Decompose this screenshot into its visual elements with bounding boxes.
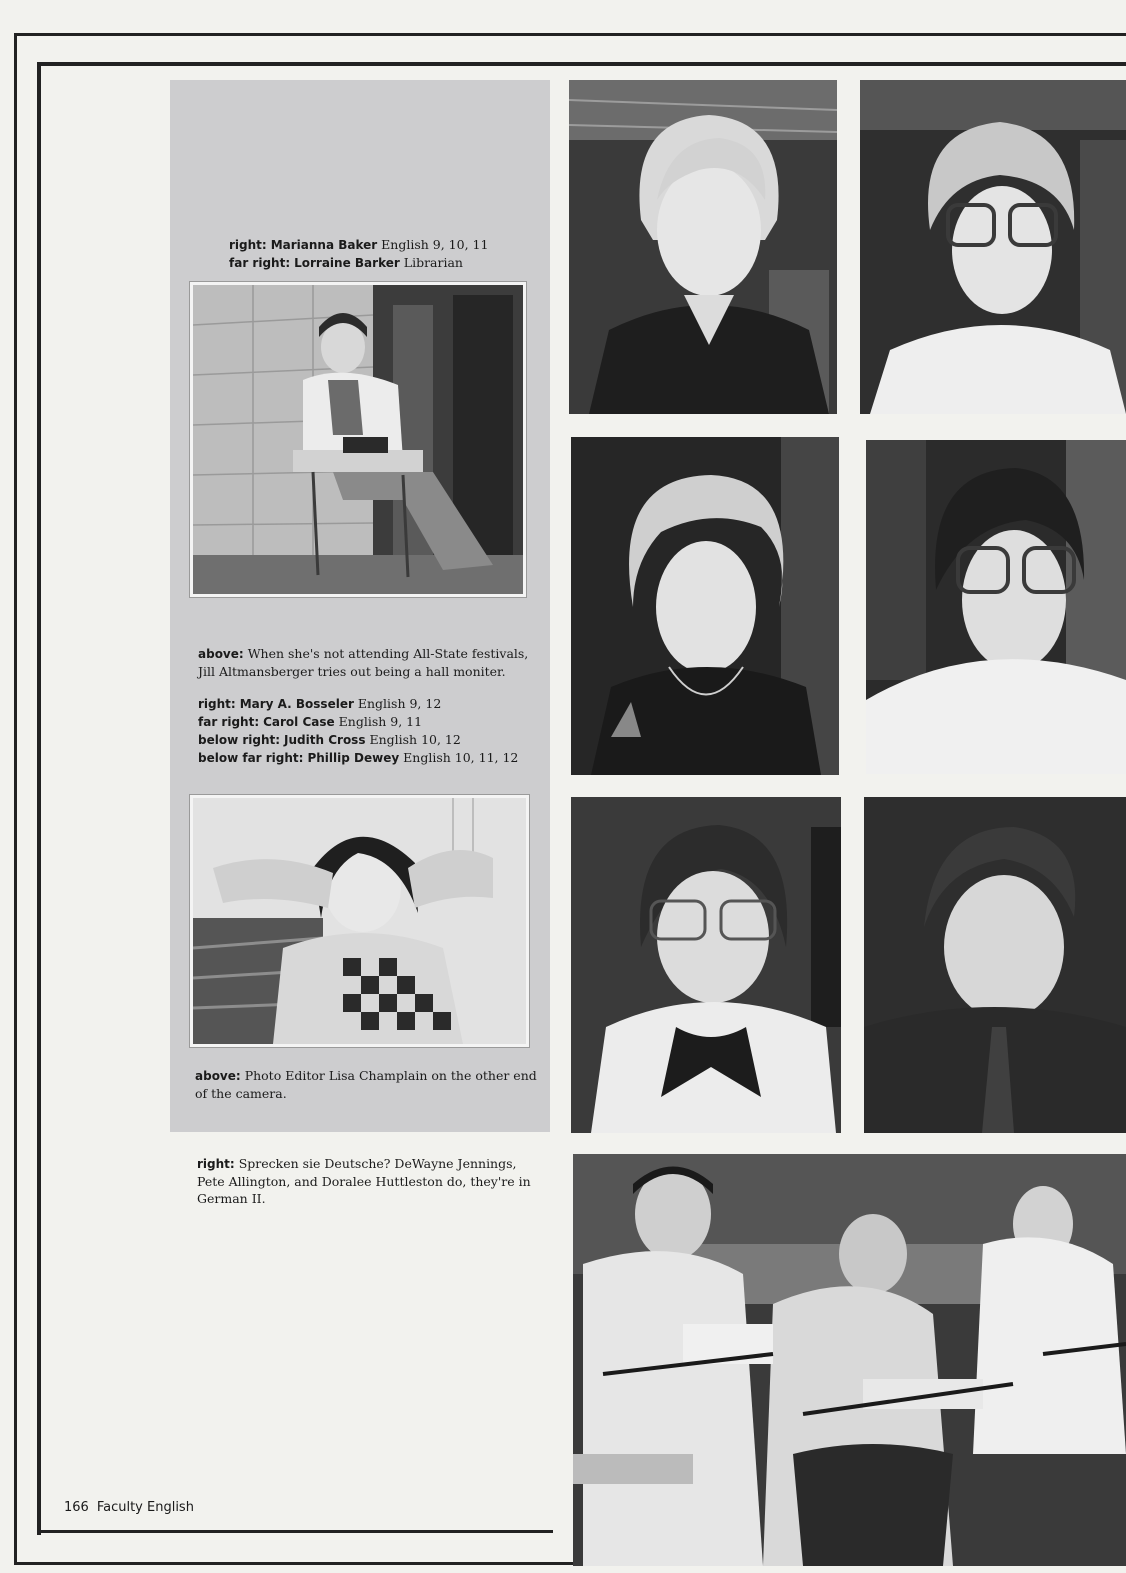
photo-portrait-barker xyxy=(860,80,1126,414)
caption-line-baker: right: Marianna Baker English 9, 10, 11 xyxy=(229,237,489,252)
photo-portrait-case xyxy=(866,440,1126,774)
section-title: Faculty English xyxy=(96,1500,194,1515)
photo-portrait-dewey xyxy=(864,797,1126,1133)
photo-german-class xyxy=(573,1154,1126,1566)
photo-hall-monitor xyxy=(190,282,526,597)
caption-photo-editor: above: Photo Editor Lisa Champlain on the other end of the camera. xyxy=(195,1068,537,1101)
caption-middle xyxy=(198,695,518,767)
photo-portrait-bosseler xyxy=(571,437,839,775)
caption-line-case: far right: Carol Case English 9, 11 xyxy=(198,714,423,729)
caption-line-bosseler: right: Mary A. Bosseler English 9, 12 xyxy=(198,696,442,711)
page-folio xyxy=(64,1500,194,1515)
page-number: 166 xyxy=(64,1500,89,1515)
caption-hall-monitor: above: When she's not attending All-State festivals, Jill Altmansberger tries out being a hall moniter. xyxy=(198,646,529,679)
photo-portrait-cross xyxy=(571,797,841,1133)
caption-line-barker: far right: Lorraine Barker Librarian xyxy=(229,255,463,270)
caption-top xyxy=(229,236,488,272)
caption-line-cross: below right: Judith Cross English 10, 12 xyxy=(198,732,461,747)
caption-line-dewey: below far right: Phillip Dewey English 10, 11, 12 xyxy=(198,750,519,765)
bottom-rule xyxy=(37,1530,553,1533)
caption-german-class: right: Sprecken sie Deutsche? DeWayne Jennings, Pete Allington, and Doralee Huttleston do, they're in German II. xyxy=(197,1156,531,1206)
photo-portrait-baker xyxy=(569,80,837,414)
photo-photo-editor xyxy=(190,795,529,1047)
